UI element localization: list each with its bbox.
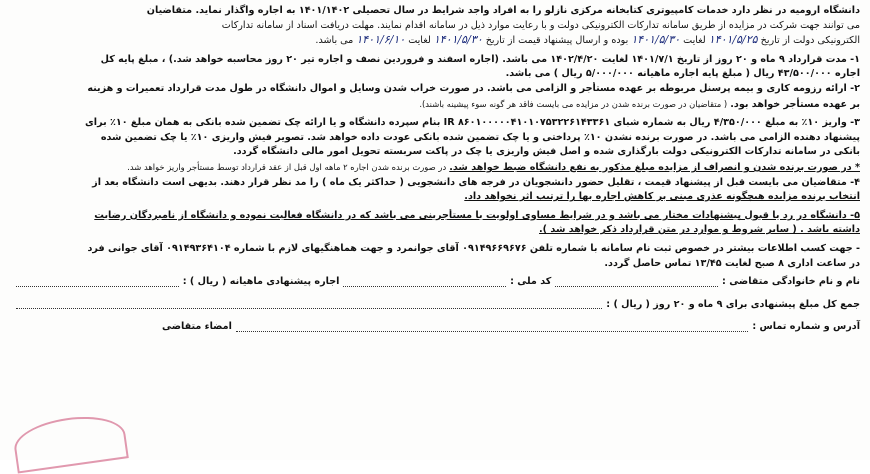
handwritten-date-3: ۱۴۰۱/۵/۳۰ xyxy=(433,33,483,47)
item-2-line-2 xyxy=(12,97,860,113)
stamp-mark xyxy=(11,410,129,473)
form-row-total xyxy=(12,298,860,313)
national-code-field[interactable] xyxy=(343,286,506,287)
form-row-applicant xyxy=(12,275,860,290)
intro-line-3 xyxy=(12,33,860,49)
address-label: آدرس و شماره تماس : xyxy=(752,321,860,333)
national-code-label: کد ملی : xyxy=(510,276,552,288)
handwritten-date-2: ۱۴۰۱/۵/۳۰ xyxy=(631,33,681,47)
total-offer-label: جمع کل مبلغ پیشنهادی برای ۹ ماه و ۲۰ روز ( ریال ) : xyxy=(606,298,860,310)
contact-line-1: - جهت کسب اطلاعات بیشتر در خصوص ثبت نام سامانه با شماره تلفن ۰۹۱۴۹۶۶۹۶۷۶ آقای جوانمرد و جهت هماهنگیهای لازم با شماره ۰۹۱۴۹۳۶۴۱۰۴ آقای جوانی فرد xyxy=(87,242,860,254)
item-3-line-2: پیشنهاد دهنده الزامی می باشد. در صورت برنده نشدن ۱۰٪ پرداختی و یا چک تضمین شده بانکی عودت داده خواهد شد. تصویر فیش واریزی ۱۰٪ یا چک تضمین شده xyxy=(100,131,860,143)
item-3-line-3: بانکی در سامانه تدارکات الکترونیکی دولت بارگذاری شده و اصل فیش واریزی یا چک در پاکت سربسته تحویل امور مالی دانشگاه گردد. xyxy=(233,146,860,158)
item-1-line-1: ۱- مدت قرارداد ۹ ماه و ۲۰ روز از تاریخ ۱۴۰۱/۷/۱ لغایت ۱۴۰۲/۴/۲۰ می باشد. (اجاره اسفند و فروردین نصف و اجاره تیر ۲۰ روز محاسبه خواهد شد.) ، مبلغ پایه کل xyxy=(100,53,860,65)
item-5-line-2: داشته باشد . ( سایر شروط و موارد در متن قرارداد ذکر خواهد شد ). xyxy=(539,224,860,236)
total-offer-field[interactable] xyxy=(16,308,602,309)
item-2-line-1: ۲- ارائه رزومه کاری و بیمه پرسنل مربوطه بر عهده مستأجر و الزامی می باشد. در صورت خراب شدن وسایل و اموال دانشگاه در طول مدت قرارداد تعمیرات و هزینه xyxy=(87,82,860,94)
intro-line-2: می توانند جهت شرکت در مزایده از طریق سامانه تدارکات الکترونیکی دولت و با رعایت موارد ذیل در سامانه اقدام نمایند. مهلت دریافت اسناد از سامانه تدارکات xyxy=(221,19,860,31)
item-3-line-4 xyxy=(12,160,860,176)
item-3-forfeit-note: * در صورت برنده شدن و انصراف از مزایده مبلغ مذکور به نفع دانشگاه ضبط خواهد شد. xyxy=(449,161,860,173)
handwritten-date-4: ۱۴۰۱/۶/۱۰ xyxy=(356,33,406,47)
intro-text-b: لغایت xyxy=(683,35,706,47)
handwritten-date-1: ۱۴۰۱/۵/۲۵ xyxy=(708,33,758,47)
item-2-text: بر عهده مستأجر خواهد بود. xyxy=(730,98,860,110)
intro-text-e: می باشد. xyxy=(315,35,354,47)
monthly-rent-field[interactable] xyxy=(16,286,179,287)
signature-label: امضاء متقاضی xyxy=(162,321,232,333)
item-1-line-2: اجاره ۴۳/۵۰۰/۰۰۰ ریال ( مبلغ پایه اجاره ماهیانه ۵/۰۰۰/۰۰۰ ریال ) می باشد. xyxy=(505,68,860,80)
intro-text-d: لغایت xyxy=(408,35,431,47)
address-field[interactable] xyxy=(236,331,748,332)
form-row-address xyxy=(12,320,860,335)
intro-text-c: بوده و ارسال پیشنهاد قیمت از تاریخ xyxy=(485,35,629,47)
applicant-name-field[interactable] xyxy=(555,286,718,287)
item-3-deposit-note: در صورت برنده شدن اجاره ۲ ماهه اول قبل از عقد قرارداد توسط مستأجر واریز خواهد شد. xyxy=(127,161,447,172)
intro-text-a: الکترونیکی دولت از تاریخ xyxy=(760,35,860,47)
item-3-line-1: ۳- واریز ۱۰٪ به مبلغ ۴/۳۵۰/۰۰۰ ریال به شماره شبای IR ۸۶۰۱۰۰۰۰۰۴۱۰۱۰۷۵۳۲۲۶۱۴۳۳۶۱ بنام سپرده دانشگاه و یا ارائه چک تضمین شده بانکی به همان مبلغ ۱۰٪ برای xyxy=(85,117,860,129)
item-5-line-1: ۵- دانشگاه در رد یا قبول پیشنهادات مختار می باشد و در شرایط مساوی اولویت با مستأجرینی می باشد که در دانشگاه فعالیت نموده و دانشگاه از نامبردگان رضایت xyxy=(94,209,860,221)
intro-line-1: دانشگاه ارومیه در نظر دارد خدمات کامپیوتری کتابخانه مرکزی نازلو را به افراد واجد شرایط در سال تحصیلی ۱۴۰۱/۱۴۰۲ به اجاره واگذار نماید. متقاضیان xyxy=(146,5,860,16)
item-4-line-1: ۴- متقاضیان می بایست قبل از پیشنهاد قیمت ، تقلیل حضور دانشجویان در فرجه های دانشجویی ( حداکثر یک ماه ) را مد نظر قرار دهند. بدیهی است دانشگاه بعد از xyxy=(92,176,860,188)
applicant-name-label: نام و نام خانوادگی متقاضی : xyxy=(722,276,860,288)
item-4-line-2: انتخاب برنده مزایده هیچگونه عذری مبنی بر کاهش اجاره بها را ترتیب اثر نخواهد داد. xyxy=(464,191,860,203)
contact-line-2: در ساعت اداری ۸ صبح لغایت ۱۳/۴۵ تماس حاصل گردد. xyxy=(604,257,860,269)
item-2-note: ( متقاضیان در صورت برنده شدن در مزایده می بایست فاقد هر گونه سوء پیشینه باشند). xyxy=(419,98,728,109)
monthly-rent-label: اجاره پیشنهادی ماهیانه ( ریال ) : xyxy=(182,276,340,288)
